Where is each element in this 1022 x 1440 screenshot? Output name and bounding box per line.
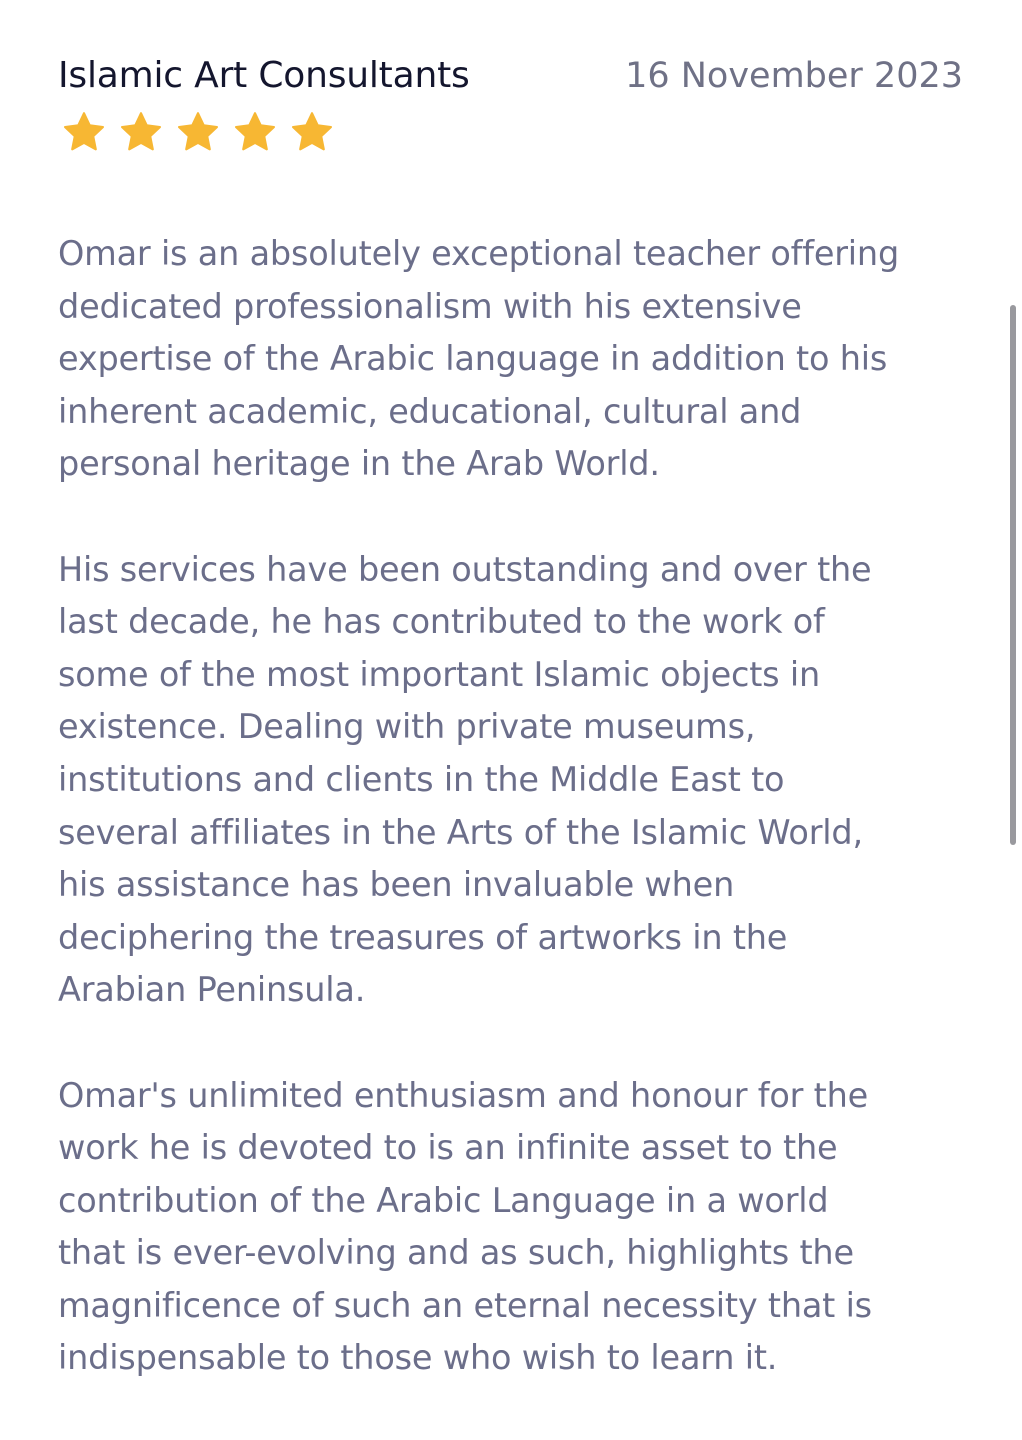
review-line: magnificence of such an eternal necessity that is [58,1285,872,1325]
review-line: institutions and clients in the Middle East to [58,759,785,799]
review-line: inherent academic, educational, cultural and [58,391,802,431]
star-icon [62,110,106,154]
review-line: contribution of the Arabic Language in a world [58,1180,829,1220]
review-line: Omar's unlimited enthusiasm and honour for the [58,1075,869,1115]
review-line: Arabian Peninsula. [58,970,366,1010]
reviewer-name: Islamic Art Consultants [58,55,470,96]
review-line: expertise of the Arabic language in addition to his [58,339,888,379]
review-line: deciphering the treasures of artworks in the [58,917,788,957]
review-line: some of the most important Islamic objects in [58,654,820,694]
review-line: that is ever-evolving and as such, highlights the [58,1233,854,1273]
review-line: existence. Dealing with private museums, [58,707,756,747]
review-line: work he is devoted to is an infinite asset to the [58,1128,838,1168]
star-icon [176,110,220,154]
scrollbar[interactable] [1010,305,1016,845]
star-icon [119,110,163,154]
review-paragraph [58,228,963,491]
review-header [58,48,963,104]
review-line: last decade, he has contributed to the work of [58,602,825,642]
review-line: several affiliates in the Arts of the Islamic World, [58,812,863,852]
review-text [58,228,963,1385]
review-line: Omar is an absolutely exceptional teacher offering [58,234,900,273]
review-line: indispensable to those who wish to learn it. [58,1338,778,1378]
star-rating [62,108,963,156]
review-paragraph [58,544,963,1017]
star-icon [233,110,277,154]
review-line: His services have been outstanding and over the [58,549,872,589]
review-card [58,48,963,1438]
review-date: 16 November 2023 [625,56,963,96]
review-paragraph [58,1070,963,1386]
review-line: his assistance has been invaluable when [58,865,735,905]
review-line: dedicated professionalism with his extensive [58,286,802,326]
review-line: personal heritage in the Arab World. [58,444,660,484]
star-icon [290,110,334,154]
